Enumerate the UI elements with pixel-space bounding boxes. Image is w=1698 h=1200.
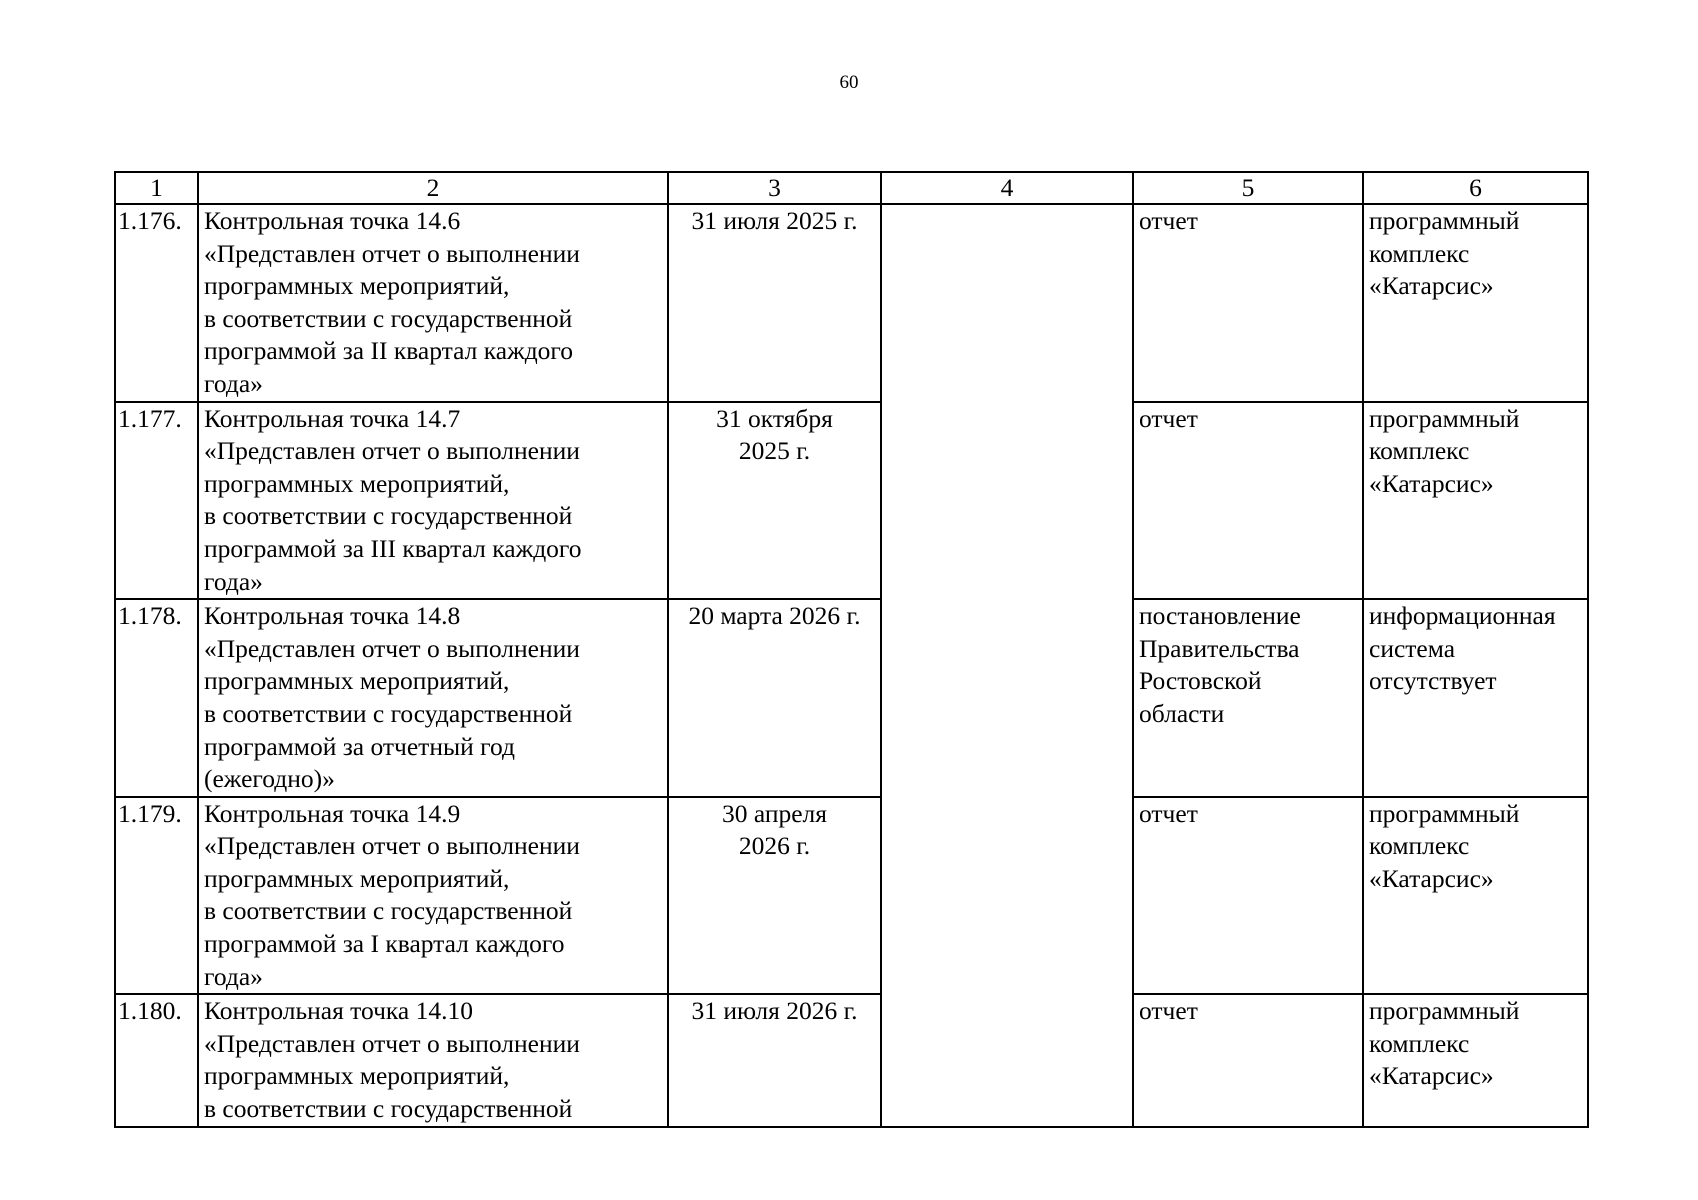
- information-system-cell-line: комплекс: [1369, 238, 1470, 268]
- document-type-cell: [1133, 599, 1363, 797]
- information-system-cell-line: комплекс: [1369, 831, 1470, 861]
- control-point-title-cell-line: в соответствии с государственной: [204, 303, 573, 333]
- control-point-title-cell-line: программой за III квартал каждого: [204, 533, 582, 563]
- row-number-cell: 1.176.: [115, 204, 198, 402]
- header-cell: 6: [1363, 172, 1588, 204]
- information-system-cell-line: комплекс: [1369, 436, 1470, 466]
- deadline-date-cell-line: 2025 г.: [738, 436, 811, 466]
- document-type-cell: [1133, 994, 1363, 1126]
- information-system-cell-line: «Катарсис»: [1369, 863, 1494, 893]
- header-cell: 5: [1133, 172, 1363, 204]
- table-header-row: [115, 172, 1588, 204]
- information-system-cell-line: программный: [1369, 206, 1520, 235]
- control-point-title-cell-line: «Представлен отчет о выполнении: [204, 1028, 580, 1058]
- control-point-title-cell-line: Контрольная точка 14.8: [204, 601, 461, 631]
- control-point-title-cell-line: в соответствии с государственной: [204, 1094, 573, 1124]
- row-number-cell: 1.180.: [115, 994, 198, 1126]
- document-type-cell-line: отчет: [1139, 996, 1198, 1026]
- row-number-cell: 1.179.: [115, 797, 198, 995]
- deadline-date-cell: [668, 204, 881, 402]
- document-type-cell-line: отчет: [1139, 798, 1198, 828]
- control-point-title-cell-line: Контрольная точка 14.6: [204, 206, 461, 235]
- table-row: [115, 402, 1588, 600]
- control-point-title-cell-line: программой за I квартал каждого: [204, 929, 565, 959]
- information-system-cell: [1363, 204, 1588, 402]
- deadline-date-cell-line: 20 марта 2026 г.: [688, 601, 861, 631]
- control-point-title-cell-line: программных мероприятий,: [204, 468, 510, 498]
- control-point-title-cell-line: Контрольная точка 14.7: [204, 403, 461, 433]
- page-number: 60: [839, 72, 859, 93]
- control-point-title-cell-line: программой за отчетный год: [204, 731, 515, 761]
- control-point-title-cell-line: в соответствии с государственной: [204, 501, 573, 531]
- information-system-cell-line: комплекс: [1369, 1028, 1470, 1058]
- document-type-cell-line: отчет: [1139, 206, 1198, 235]
- information-system-cell-line: «Катарсис»: [1369, 468, 1494, 498]
- control-point-title-cell-line: в соответствии с государственной: [204, 896, 573, 926]
- header-cell: 4: [881, 172, 1133, 204]
- control-point-title-cell: [198, 204, 668, 402]
- control-point-title-cell-line: года»: [204, 566, 263, 596]
- deadline-date-cell: [668, 599, 881, 797]
- control-points-table: [114, 171, 1589, 1128]
- document-type-cell: [1133, 797, 1363, 995]
- table-row: [115, 994, 1588, 1126]
- control-point-title-cell-line: года»: [204, 368, 263, 398]
- row-number-cell: 1.177.: [115, 402, 198, 600]
- deadline-date-cell: [668, 994, 881, 1126]
- deadline-date-cell-line: 31 июля 2026 г.: [691, 996, 858, 1026]
- header-cell: 2: [198, 172, 668, 204]
- control-point-title-cell-line: года»: [204, 961, 263, 991]
- control-point-title-cell: [198, 797, 668, 995]
- information-system-cell: [1363, 797, 1588, 995]
- document-type-cell-line: области: [1139, 698, 1225, 728]
- document-type-cell-line: Правительства: [1139, 633, 1300, 663]
- control-point-title-cell-line: Контрольная точка 14.9: [204, 798, 461, 828]
- deadline-date-cell: [668, 797, 881, 995]
- deadline-date-cell: [668, 402, 881, 600]
- information-system-cell-line: «Катарсис»: [1369, 271, 1494, 301]
- table-row: [115, 599, 1588, 797]
- deadline-date-cell-line: 31 июля 2025 г.: [691, 206, 858, 235]
- header-cell: 1: [115, 172, 198, 204]
- deadline-date-cell-line: 2026 г.: [738, 831, 811, 861]
- control-point-title-cell: [198, 994, 668, 1126]
- information-system-cell-line: система: [1369, 633, 1456, 663]
- control-point-title-cell: [198, 599, 668, 797]
- deadline-date-cell-line: 31 октября: [716, 403, 833, 433]
- document-type-cell-line: постановление: [1139, 601, 1301, 631]
- control-point-title-cell-line: программных мероприятий,: [204, 1061, 510, 1091]
- information-system-cell-line: программный: [1369, 996, 1520, 1026]
- control-point-title-cell-line: «Представлен отчет о выполнении: [204, 238, 580, 268]
- information-system-cell: [1363, 599, 1588, 797]
- document-type-cell-line: отчет: [1139, 403, 1198, 433]
- control-point-title-cell-line: программных мероприятий,: [204, 666, 510, 696]
- information-system-cell-line: «Катарсис»: [1369, 1061, 1494, 1091]
- information-system-cell-line: программный: [1369, 798, 1520, 828]
- control-point-title-cell-line: «Представлен отчет о выполнении: [204, 436, 580, 466]
- document-type-cell: [1133, 204, 1363, 402]
- deadline-date-cell-line: 30 апреля: [721, 798, 828, 828]
- information-system-cell-line: информационная: [1369, 601, 1556, 631]
- table-row: [115, 204, 1588, 402]
- control-point-title-cell-line: Контрольная точка 14.10: [204, 996, 473, 1026]
- control-point-title-cell-line: программой за II квартал каждого: [204, 336, 574, 366]
- document-type-cell-line: Ростовской: [1139, 666, 1262, 696]
- information-system-cell-line: отсутствует: [1369, 666, 1497, 696]
- information-system-cell: [1363, 994, 1588, 1126]
- control-point-title-cell: [198, 402, 668, 600]
- row-number-cell: 1.178.: [115, 599, 198, 797]
- header-cell: 3: [668, 172, 881, 204]
- control-point-title-cell-line: «Представлен отчет о выполнении: [204, 831, 580, 861]
- document-type-cell: [1133, 402, 1363, 600]
- control-point-title-cell-line: программных мероприятий,: [204, 271, 510, 301]
- control-point-title-cell-line: в соответствии с государственной: [204, 698, 573, 728]
- table-row: [115, 797, 1588, 995]
- information-system-cell-line: программный: [1369, 403, 1520, 433]
- responsible-merged-cell: [881, 204, 1133, 1127]
- control-point-title-cell-line: «Представлен отчет о выполнении: [204, 633, 580, 663]
- control-point-title-cell-line: (ежегодно)»: [204, 764, 335, 794]
- control-point-title-cell-line: программных мероприятий,: [204, 863, 510, 893]
- information-system-cell: [1363, 402, 1588, 600]
